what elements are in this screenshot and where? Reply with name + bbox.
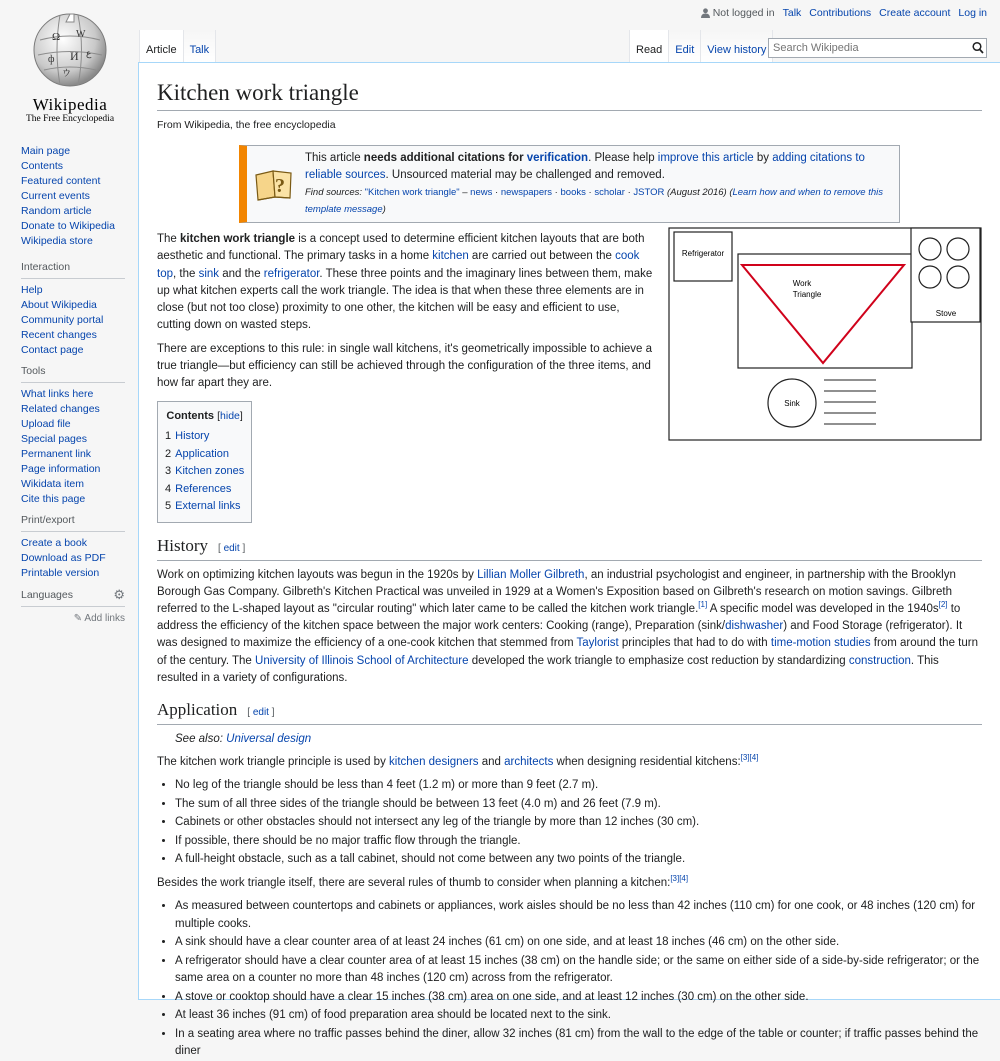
sidebar-item-recent-changes[interactable]: Recent changes <box>21 329 97 341</box>
tab-edit[interactable]: Edit <box>669 30 701 62</box>
sidebar-navigation <box>21 144 125 249</box>
sidebar-item-community-portal[interactable]: Community portal <box>21 314 104 326</box>
sink-link[interactable]: sink <box>198 267 220 280</box>
sidebar-item-contents[interactable]: Contents <box>21 160 64 172</box>
sidebar-languages <box>21 588 125 626</box>
construction-link[interactable]: construction <box>848 654 911 667</box>
find-scholar-link[interactable]: scholar <box>594 187 625 198</box>
site-subtitle: From Wikipedia, the free encyclopedia <box>157 119 336 131</box>
list-item: • As measured between countertops and cabinets or appliances, work aisles should be no less than 42 inches (110 cm) for one cook, or 48 inches (120 cm) for multiple cooks. <box>175 898 982 933</box>
sidebar-item-contact[interactable]: Contact page <box>21 344 84 356</box>
history-paragraph: Work on optimizing kitchen layouts was begun in the 1920s by Lillian Moller Gilbreth, an industrial psychologist and engineer, in partnership with the Brooklyn Borough Gas Company. Gilbreth's Kitchen Practical was unveiled in 1929 at a Women's Exposition based on Gilbreth's research on motion savings. Gilbreth referred to the L-shaped layout as "circular routing" which later came to be called the kitchen work triangle.[1] A specific model was developed in the 1940s[2] to address the efficiency of the kitchen space between the major work centers: Cooking (range), Preparation (sink/dishwasher) and Food Storage (refrigerator). It was designed to maximize the efficiency of a one-cook kitchen that stemmed from Taylorist principles that had to do with time-motion studies from around the turn of the century. The University of Illinois School of Architecture developed the work triangle to emphasize cost reduction by standardizing construction. This resulted in a variety of configurations. <box>157 568 978 684</box>
sidebar-tools-title: Tools <box>21 364 125 383</box>
lead-paragraph-1: The kitchen work triangle is a concept used to determine efficient kitchen layouts that are both aesthetic and functional. The primary tasks in a home kitchen are carried out between the cook top, the sink and the refrigerator. These three points and the imaginary lines between them, make up what kitchen experts call the work triangle. The idea is that when these three elements are in close (but not too close) proximity to one other, the kitchen will be easy and efficient to use, cutting down on wasted steps. <box>157 233 653 332</box>
section-heading-history: History [ edit ] <box>157 535 982 561</box>
sidebar-item-related-changes[interactable]: Related changes <box>21 403 100 415</box>
notice-text: by <box>753 152 773 164</box>
find-sources: Find sources: "Kitchen work triangle" – news · newspapers · books · scholar · JSTOR (August 2016) (Learn how and when to remove this template message) <box>305 187 883 215</box>
svg-text:ф: ф <box>48 54 55 65</box>
lead-paragraph-2: There are exceptions to this rule: in single wall kitchens, it's geometrically impossible to achieve a true triangle—but efficiency can still be achieved through the configuration of the three items, and how far apart they are. <box>157 342 653 390</box>
tab-talk[interactable]: Talk <box>184 30 217 62</box>
svg-text:?: ? <box>275 175 285 197</box>
toc-title: Contents <box>166 409 215 422</box>
sidebar-item-page-information[interactable]: Page information <box>21 463 101 475</box>
application-intro: The kitchen work triangle principle is used by kitchen designers and architects when designing residential kitchens:[3][4] <box>157 753 759 769</box>
sidebar-item-store[interactable]: Wikipedia store <box>21 235 93 247</box>
svg-text:W: W <box>76 29 86 40</box>
search-icon[interactable] <box>972 41 984 55</box>
learn-remove-link[interactable]: Learn how and when to remove this template message <box>305 187 883 215</box>
list-item: • A stove or cooktop should have a clear 15 inches (38 cm) area on one side, and at least 12 inches (30 cm) on the other side. <box>175 989 982 1007</box>
user-icon <box>701 8 710 18</box>
sidebar-tools <box>21 364 125 507</box>
not-logged-in-label: Not logged in <box>712 7 775 19</box>
tab-view-history[interactable]: View history <box>701 30 773 62</box>
sidebar-item-what-links-here[interactable]: What links here <box>21 388 94 400</box>
question-book-icon <box>253 167 295 201</box>
edit-history-link[interactable]: edit <box>223 542 240 554</box>
list-item: • A sink should have a clear counter area of at least 24 inches (61 cm) on one side, and at least 18 inches (46 cm) on the other side. <box>175 934 982 952</box>
sidebar-item-create-book[interactable]: Create a book <box>21 537 87 549</box>
list-item: • No leg of the triangle should be less than 4 feet (1.2 m) or more than 9 feet (2.7 m). <box>175 777 982 795</box>
gilbreth-link[interactable]: Lillian Moller Gilbreth <box>477 568 585 581</box>
section-heading-application: Application [ edit ] <box>157 699 982 725</box>
find-newspapers-link[interactable]: newspapers <box>500 187 553 198</box>
list-item: • In a seating area where no traffic passes behind the diner, allow 32 inches (81 cm) from the wall to the edge of the table or counter; if traffic passes behind the diner <box>175 1026 982 1061</box>
universal-design-link[interactable]: Universal design <box>226 733 312 746</box>
sidebar-item-upload-file[interactable]: Upload file <box>21 418 71 430</box>
puzzle-globe-icon <box>30 10 110 90</box>
sidebar-item-special-pages[interactable]: Special pages <box>21 433 87 445</box>
view-tabs <box>629 30 773 62</box>
sidebar-item-download-pdf[interactable]: Download as PDF <box>21 552 106 564</box>
sink-label: Sink <box>784 399 800 408</box>
ref-2-link[interactable]: [2] <box>938 600 948 610</box>
svg-text:Ω: Ω <box>52 31 61 43</box>
toc-hide-link[interactable]: hide <box>220 409 240 422</box>
sidebar-item-featured-content[interactable]: Featured content <box>21 175 101 187</box>
contributions-link[interactable]: Contributions <box>809 7 872 19</box>
sidebar-item-main-page[interactable]: Main page <box>21 145 71 157</box>
work-triangle-diagram[interactable] <box>668 227 982 441</box>
personal-tools <box>701 7 987 19</box>
toc-item-references[interactable]: 4 References <box>165 482 232 495</box>
namespace-tabs <box>139 30 216 62</box>
notice-text-bold: needs additional citations for <box>363 152 527 164</box>
counter-area <box>738 254 912 368</box>
stove-label: Stove <box>935 309 957 318</box>
logo-tagline: The Free Encyclopedia <box>25 114 115 124</box>
sidebar-languages-title: Languages <box>21 589 73 601</box>
adding-citations-link[interactable]: adding citations to reliable sources <box>305 152 865 181</box>
ref-3-4-link[interactable]: [3][4] <box>740 753 759 763</box>
create-account-link[interactable]: Create account <box>879 7 951 19</box>
lead-section <box>157 231 656 523</box>
page-title: Kitchen work triangle <box>157 79 982 111</box>
sidebar-item-current-events[interactable]: Current events <box>21 190 90 202</box>
kitchen-designers-link[interactable]: kitchen designers <box>389 756 479 769</box>
triangle-label: Triangle <box>792 290 822 299</box>
pencil-icon: ✎ <box>73 613 83 624</box>
work-label: Work <box>792 279 812 288</box>
sidebar-item-wikidata-item[interactable]: Wikidata item <box>21 478 85 490</box>
list-item: • A full-height obstacle, such as a tall cabinet, should not come between any two points of the triangle. <box>175 851 982 869</box>
toc-item-kitchen-zones[interactable]: 3 Kitchen zones <box>165 465 245 478</box>
taylorist-link[interactable]: Taylorist <box>576 637 619 650</box>
search-input[interactable] <box>768 38 987 58</box>
list-item: • The sum of all three sides of the triangle should be between 13 feet (4.0 m) and 26 feet (7.9 m). <box>175 796 982 814</box>
svg-text:ع: ع <box>86 48 92 58</box>
sidebar-print-title: Print/export <box>21 513 125 532</box>
article-content <box>138 62 1000 1057</box>
sidebar-item-permanent-link[interactable]: Permanent link <box>21 448 92 460</box>
notice-text: . Please help <box>588 152 658 164</box>
svg-text:ウ: ウ <box>62 68 72 78</box>
verification-link[interactable]: verification <box>526 152 589 164</box>
logo-wordmark: Wikipedia <box>32 95 108 114</box>
add-links-link[interactable]: ✎ Add links <box>73 613 125 624</box>
find-jstor-link[interactable]: JSTOR <box>633 187 665 198</box>
find-query-link[interactable]: "Kitchen work triangle" <box>364 187 460 198</box>
rules-of-thumb-list <box>157 898 982 1061</box>
sidebar-item-random-article[interactable]: Random article <box>21 205 92 217</box>
refrigerator-label: Refrigerator <box>681 249 725 258</box>
improve-article-link[interactable]: improve this article <box>657 152 754 164</box>
sidebar-item-help[interactable]: Help <box>21 284 43 296</box>
list-item: • Cabinets or other obstacles should not intersect any leg of the triangle by more than 12 inches (30 cm). <box>175 814 982 832</box>
see-also-hatnote: See also: Universal design <box>175 733 312 746</box>
sidebar-interaction-title: Interaction <box>21 260 125 279</box>
edit-application-link[interactable]: edit <box>252 707 269 719</box>
sidebar-print-export <box>21 513 125 581</box>
architects-link[interactable]: architects <box>504 756 554 769</box>
uiuc-link[interactable]: University of Illinois School of Architecture <box>255 654 469 667</box>
list-item: • A refrigerator should have a clear counter area of at least 15 inches (38 cm) on the handle side; or the same on either side of a side-by-side refrigerator; or the same area on a counter no more than 48 inches (120 cm) across from the refrigerator. <box>175 953 982 988</box>
dishwasher-link[interactable]: dishwasher <box>725 620 784 633</box>
gear-icon[interactable]: ⚙ <box>113 587 125 602</box>
refrigerator-link[interactable]: refrigerator <box>263 267 320 280</box>
list-item: • If possible, there should be no major traffic flow through the triangle. <box>175 833 982 851</box>
notice-text: . Unsourced material may be challenged and removed. <box>385 169 665 181</box>
toc-item-application[interactable]: 2 Application <box>165 447 229 460</box>
time-motion-link[interactable]: time-motion studies <box>770 637 871 650</box>
wikipedia-logo[interactable] <box>20 10 120 122</box>
sidebar-item-about[interactable]: About Wikipedia <box>21 299 97 311</box>
tab-read[interactable]: Read <box>629 30 669 62</box>
citation-notice <box>239 145 900 223</box>
find-news-link[interactable]: news <box>470 187 493 198</box>
find-books-link[interactable]: books <box>560 187 586 198</box>
kitchen-link[interactable]: kitchen <box>432 250 469 263</box>
ref-3-4-link-2[interactable]: [3][4] <box>670 873 689 883</box>
cook-top-link[interactable]: cook top <box>157 250 640 280</box>
log-in-link[interactable]: Log in <box>958 7 987 19</box>
ref-1-link[interactable]: [1] <box>698 600 708 610</box>
svg-text:И: И <box>70 49 79 63</box>
toc-item-external-links[interactable]: 5 External links <box>165 500 241 513</box>
user-talk-link[interactable]: Talk <box>782 7 802 19</box>
list-item: • At least 36 inches (91 cm) of food preparation area should be located next to the sink. <box>175 1007 982 1025</box>
triangle-rules-list <box>157 777 982 869</box>
notice-text: This article <box>305 152 364 164</box>
toc-item-history[interactable]: 1 History <box>165 430 210 443</box>
table-of-contents: Contents [hide] 1 History 2 Application 3 Kitchen zones 4 References 5 External links <box>157 401 252 523</box>
besides-paragraph: Besides the work triangle itself, there are several rules of thumb to consider when planning a kitchen:[3][4] <box>157 873 689 889</box>
sidebar-interaction <box>21 260 125 358</box>
sidebar-item-donate[interactable]: Donate to Wikipedia <box>21 220 115 232</box>
sidebar-item-printable-version[interactable]: Printable version <box>21 567 100 579</box>
sidebar-item-cite-this-page[interactable]: Cite this page <box>21 493 86 505</box>
tab-article[interactable]: Article <box>139 30 184 62</box>
